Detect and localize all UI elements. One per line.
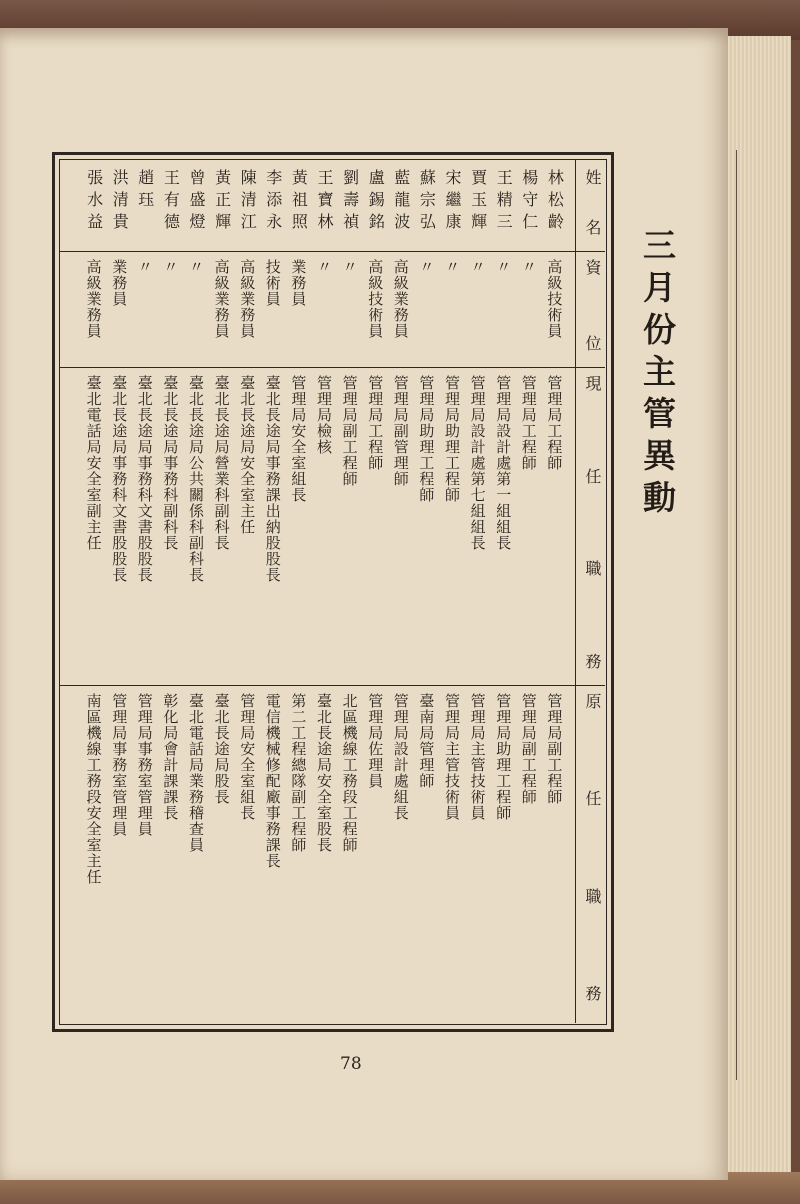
header-current-char: 現 xyxy=(583,375,602,391)
cell-previous: 管理局事務室管理員 xyxy=(135,693,154,837)
cell-current: 管理局工程師 xyxy=(519,375,538,471)
cell-name: 劉壽禎 xyxy=(340,169,360,235)
cell-current: 臺北長途局安全室主任 xyxy=(238,375,257,535)
cell-name: 李添永 xyxy=(263,169,283,235)
cell-previous: 南區機線工務段安全室主任 xyxy=(84,693,103,885)
cell-rank: 〃 xyxy=(519,259,538,275)
header-previous-char: 職 xyxy=(583,887,602,904)
cell-previous: 管理局主管技術員 xyxy=(443,693,461,821)
cell-name: 王有德 xyxy=(161,169,181,235)
cell-name: 王寶林 xyxy=(315,169,334,235)
cell-rank: 高級業務員 xyxy=(212,259,231,339)
cell-previous: 臺北長途局安全室股長 xyxy=(315,693,333,853)
cell-current: 管理局副工程師 xyxy=(340,375,359,487)
header-name-char: 姓 xyxy=(583,169,602,185)
cell-current: 臺北電話局安全室副主任 xyxy=(84,375,103,551)
cell-current: 臺北長途局事務科副科長 xyxy=(161,375,180,551)
cell-name: 賈玉輝 xyxy=(468,169,488,235)
cell-name: 藍龍波 xyxy=(391,169,411,235)
cell-previous: 管理局助理工程師 xyxy=(494,693,513,821)
cell-name: 洪清貴 xyxy=(110,169,130,235)
cell-current: 臺北長途局營業科副科長 xyxy=(212,375,231,551)
header-rank-char: 資 xyxy=(583,259,602,275)
cell-previous: 臺南局管理師 xyxy=(417,693,436,789)
cell-rank: 〃 xyxy=(315,259,333,275)
page-title: 三月份主管異動 xyxy=(638,228,677,522)
header-rank-char: 位 xyxy=(583,335,602,351)
table-inner-border xyxy=(59,159,607,1025)
cell-name: 張水益 xyxy=(84,169,104,235)
cell-current: 管理局工程師 xyxy=(366,375,385,471)
cell-rank: 〃 xyxy=(417,259,436,275)
band-divider xyxy=(59,685,605,686)
header-previous-char: 原 xyxy=(583,693,602,709)
cell-name: 林松齡 xyxy=(545,169,565,235)
page-number: 78 xyxy=(340,1054,362,1074)
cell-current: 臺北長途局事務科文書股股長 xyxy=(110,375,129,583)
cell-previous: 管理局佐理員 xyxy=(366,693,385,789)
cell-name: 黃祖照 xyxy=(289,169,309,235)
cell-previous: 管理局副工程師 xyxy=(545,693,564,805)
cell-current: 管理局副管理師 xyxy=(391,375,410,487)
cell-name: 曾盛燈 xyxy=(187,169,206,235)
cell-current: 臺北長途局公共關係科副科長 xyxy=(187,375,205,583)
cell-rank: 高級業務員 xyxy=(238,259,257,339)
cell-rank: 高級技術員 xyxy=(545,259,564,339)
header-current-char: 職 xyxy=(583,560,602,577)
cell-rank: 〃 xyxy=(161,259,180,275)
cell-name: 趙珏 xyxy=(135,169,155,213)
cell-previous: 管理局副工程師 xyxy=(519,693,538,805)
header-current-char: 任 xyxy=(583,467,602,484)
cell-current: 管理局設計處第一組組長 xyxy=(494,375,513,551)
cell-previous: 電信機械修配廠事務課長 xyxy=(263,693,282,869)
cell-rank: 〃 xyxy=(187,259,205,275)
cell-current: 管理局助理工程師 xyxy=(417,375,436,503)
cell-name: 黃正輝 xyxy=(212,169,232,235)
cell-current: 管理局助理工程師 xyxy=(443,375,461,503)
header-name-char: 名 xyxy=(583,219,602,235)
cell-name: 盧錫銘 xyxy=(366,169,386,235)
cell-previous: 管理局安全室組長 xyxy=(238,693,257,821)
cell-current: 管理局設計處第七組組長 xyxy=(468,375,487,551)
cell-current: 臺北長途局事務科文書股股長 xyxy=(135,375,154,583)
cell-rank: 〃 xyxy=(340,259,359,275)
header-column-divider xyxy=(575,159,576,1023)
cell-rank: 高級業務員 xyxy=(391,259,410,339)
cell-previous: 臺北電話局業務稽查員 xyxy=(187,693,205,853)
cell-rank: 業務員 xyxy=(289,259,308,307)
cell-rank: 技術員 xyxy=(263,259,282,307)
cell-name: 楊守仁 xyxy=(519,169,539,235)
cell-previous: 北區機線工務段工程師 xyxy=(340,693,359,853)
cell-rank: 高級業務員 xyxy=(84,259,103,339)
band-divider xyxy=(59,367,605,368)
cell-current: 臺北長途局事務課出納股股長 xyxy=(263,375,282,583)
cell-rank: 〃 xyxy=(468,259,487,275)
cell-rank: 〃 xyxy=(135,259,154,275)
cell-rank: 業務員 xyxy=(110,259,129,307)
cell-name: 蘇宗弘 xyxy=(417,169,437,235)
cell-current: 管理局安全室組長 xyxy=(289,375,308,503)
cell-previous: 管理局事務室管理員 xyxy=(110,693,129,837)
cell-rank: 〃 xyxy=(443,259,461,275)
header-current-char: 務 xyxy=(583,653,602,669)
cell-previous: 管理局主管技術員 xyxy=(468,693,487,821)
cell-rank: 高級技術員 xyxy=(366,259,385,339)
cell-current: 管理局工程師 xyxy=(545,375,564,471)
cell-current: 管理局檢核 xyxy=(315,375,333,455)
cell-name: 宋繼康 xyxy=(443,169,462,235)
cell-previous: 管理局設計處組長 xyxy=(391,693,410,821)
cell-previous: 臺北長途局股長 xyxy=(212,693,231,805)
personnel-table xyxy=(52,152,614,1032)
header-previous-char: 務 xyxy=(583,985,602,1001)
cell-previous: 彰化局會計課課長 xyxy=(161,693,180,821)
page-gutter-line xyxy=(736,150,737,1080)
cell-rank: 〃 xyxy=(494,259,513,275)
cell-previous: 第二工程總隊副工程師 xyxy=(289,693,308,853)
cell-name: 陳清江 xyxy=(238,169,258,235)
band-divider xyxy=(59,251,605,252)
header-previous-char: 任 xyxy=(583,790,602,807)
cell-name: 王精三 xyxy=(494,169,514,235)
